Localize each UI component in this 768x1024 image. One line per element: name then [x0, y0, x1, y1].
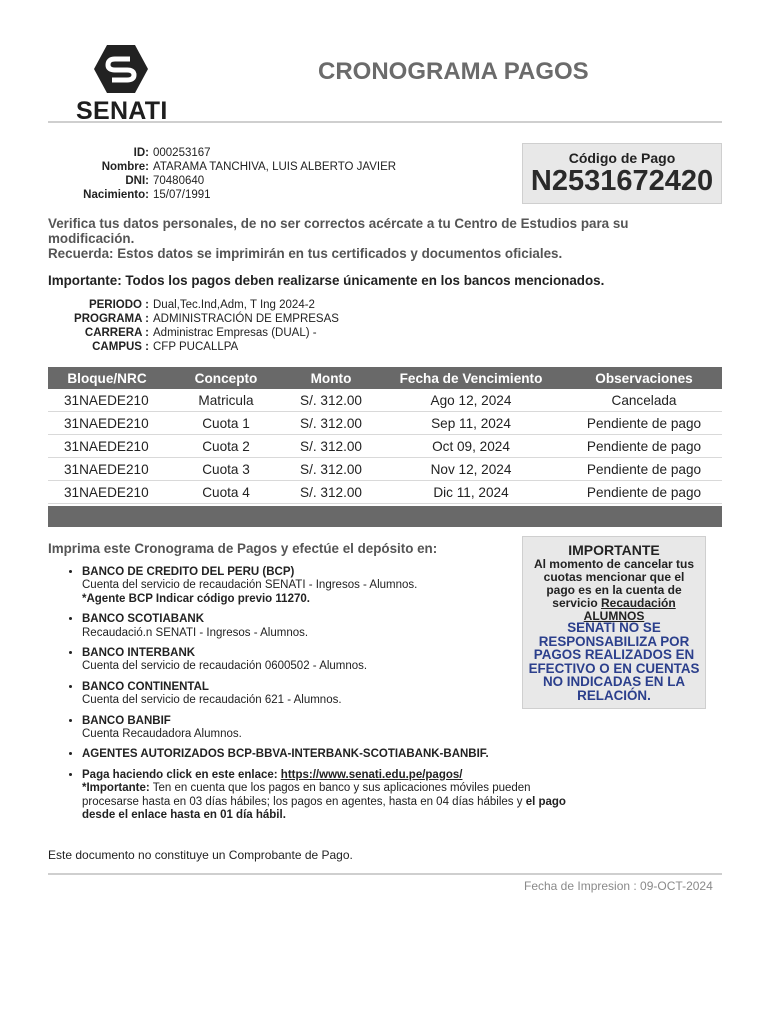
- cell-fecha: Oct 09, 2024: [376, 435, 566, 458]
- important-box-title: IMPORTANTE: [568, 542, 660, 558]
- cell-observaciones: Pendiente de pago: [566, 458, 722, 481]
- cell-monto: S/. 312.00: [286, 435, 376, 458]
- important-bold-text: el pago desde el enlace hasta en 01 día hábil.: [82, 795, 566, 822]
- table-footer-bar: [48, 506, 722, 527]
- cell-monto: S/. 312.00: [286, 481, 376, 504]
- remember-notice: Recuerda: Estos datos se imprimirán en tus certificados y documentos oficiales.: [48, 246, 563, 261]
- bank-detail: Recaudació.n SENATI - Ingresos - Alumnos.: [82, 626, 309, 639]
- programa-value: ADMINISTRACIÓN DE EMPRESAS: [153, 313, 339, 325]
- cell-bloque: 31NAEDE210: [48, 389, 166, 412]
- cell-fecha: Ago 12, 2024: [376, 389, 566, 412]
- bank-name: BANCO INTERBANK: [82, 647, 196, 660]
- col-header-fecha: Fecha de Vencimiento: [376, 367, 566, 389]
- student-id-value: 000253167: [153, 147, 211, 159]
- senati-logo-icon: [93, 44, 149, 94]
- cell-concepto: Cuota 2: [166, 435, 286, 458]
- carrera-label: CARRERA :: [84, 327, 149, 339]
- student-name-value: ATARAMA TANCHIVA, LUIS ALBERTO JAVIER: [153, 161, 397, 173]
- periodo-label: PERIODO :: [88, 299, 149, 311]
- cell-observaciones: Pendiente de pago: [566, 481, 722, 504]
- footer-divider: [48, 873, 722, 875]
- payment-code-box: [522, 143, 722, 204]
- cell-fecha: Dic 11, 2024: [376, 481, 566, 504]
- page-title: CRONOGRAMA PAGOS: [318, 58, 589, 85]
- bank-list: [48, 566, 587, 823]
- bank-detail: Cuenta del servicio de recaudación 0600502 - Alumnos.: [82, 660, 368, 673]
- payment-code-label: Código de Pago: [568, 150, 676, 166]
- carrera-value: Administrac Empresas (DUAL) -: [153, 327, 317, 339]
- logo-wordmark: SENATI: [76, 97, 168, 125]
- list-item: [82, 613, 587, 640]
- cell-concepto: Cuota 1: [166, 412, 286, 435]
- cell-monto: S/. 312.00: [286, 458, 376, 481]
- bank-detail: Cuenta Recaudadora Alumnos.: [82, 728, 242, 741]
- cell-observaciones: Cancelada: [566, 389, 722, 412]
- list-item: [82, 748, 587, 761]
- list-item: [82, 769, 587, 823]
- table-header-row: [48, 367, 722, 389]
- deposit-heading: Imprima este Cronograma de Pagos y efectúe el depósito en:: [48, 541, 438, 556]
- important-text: Ten en cuenta que los pagos en banco y sus aplicaciones móviles pueden procesarse hasta en 03 días hábiles; los pagos en agentes, hasta en 04 días hábiles y: [82, 782, 531, 808]
- periodo-value: Dual,Tec.Ind,Adm, T Ing 2024-2: [153, 299, 315, 311]
- payment-link[interactable]: https://www.senati.edu.pe/pagos/: [280, 768, 463, 781]
- important-banks-notice: Importante: Todos los pagos deben realizarse únicamente en los bancos mencionados.: [48, 273, 605, 288]
- important-box-warning: SENATI NO SE RESPONSABILIZA POR PAGOS REALIZADOS EN EFECTIVO O EN CUENTAS NO INDICADAS EN LA RELACIÓN.: [528, 620, 700, 703]
- cell-bloque: 31NAEDE210: [48, 458, 166, 481]
- table-row: [48, 458, 722, 481]
- disclaimer: Este documento no constituye un Comprobante de Pago.: [48, 848, 353, 862]
- bank-name: BANCO DE CREDITO DEL PERU (BCP): [82, 566, 295, 578]
- bank-name: BANCO CONTINENTAL: [82, 680, 209, 693]
- important-box-text: [531, 558, 697, 623]
- cell-concepto: Matricula: [166, 389, 286, 412]
- print-date: Fecha de Impresion : 09-OCT-2024: [524, 879, 713, 893]
- list-item: [82, 566, 587, 606]
- table-row: [48, 481, 722, 504]
- cell-bloque: 31NAEDE210: [48, 435, 166, 458]
- col-header-observaciones: Observaciones: [566, 367, 722, 389]
- student-birth-label: Nacimiento:: [83, 189, 149, 201]
- payment-schedule-table: [48, 367, 722, 504]
- table-row: [48, 435, 722, 458]
- programa-label: PROGRAMA :: [74, 313, 149, 325]
- bank-detail: Cuenta del servicio de recaudación SENATI - Ingresos - Alumnos.: [82, 579, 418, 592]
- cell-monto: S/. 312.00: [286, 389, 376, 412]
- student-dni-value: 70480640: [153, 175, 205, 187]
- col-header-bloque: Bloque/NRC: [48, 367, 166, 389]
- student-birth-value: 15/07/1991: [153, 189, 211, 201]
- cell-bloque: 31NAEDE210: [48, 481, 166, 504]
- important-label: *Importante:: [82, 782, 150, 795]
- student-dni-label: DNI:: [125, 175, 149, 187]
- student-name-label: Nombre:: [101, 161, 149, 173]
- verify-notice-line1: Verifica tus datos personales, de no ser correctos acércate a tu Centro de Estudios para su: [48, 216, 629, 231]
- cell-bloque: 31NAEDE210: [48, 412, 166, 435]
- campus-value: CFP PUCALLPA: [153, 341, 239, 353]
- cell-observaciones: Pendiente de pago: [566, 435, 722, 458]
- authorized-agents: AGENTES AUTORIZADOS BCP-BBVA-INTERBANK-SCOTIABANK-BANBIF.: [82, 748, 489, 761]
- bank-detail: Cuenta del servicio de recaudación 621 - Alumnos.: [82, 694, 342, 707]
- list-item: [82, 681, 587, 708]
- header-divider: [48, 121, 722, 123]
- table-row: [48, 412, 722, 435]
- payment-code-value: N2531672420: [530, 165, 714, 197]
- col-header-monto: Monto: [286, 367, 376, 389]
- cell-fecha: Nov 12, 2024: [376, 458, 566, 481]
- student-id-label: ID:: [133, 147, 149, 159]
- verify-notice-line2: modificación.: [48, 231, 135, 246]
- list-item: [82, 647, 587, 674]
- col-header-concepto: Concepto: [166, 367, 286, 389]
- cell-concepto: Cuota 4: [166, 481, 286, 504]
- cell-concepto: Cuota 3: [166, 458, 286, 481]
- important-box-account: Recaudación ALUMNOS: [583, 596, 676, 623]
- bank-note: *Agente BCP Indicar código previo 11270.: [82, 592, 310, 605]
- cell-fecha: Sep 11, 2024: [376, 412, 566, 435]
- list-item: [82, 715, 587, 742]
- bank-name: BANCO BANBIF: [82, 714, 171, 727]
- campus-label: CAMPUS :: [92, 341, 149, 353]
- cell-observaciones: Pendiente de pago: [566, 412, 722, 435]
- bank-name: BANCO SCOTIABANK: [82, 613, 205, 626]
- cell-monto: S/. 312.00: [286, 412, 376, 435]
- important-box: [522, 536, 706, 709]
- important-box-body: Al momento de cancelar tus cuotas mencionar que el pago es en la cuenta de servicio: [533, 557, 695, 610]
- payment-link-label: Paga haciendo click en este enlace:: [82, 768, 278, 781]
- table-row: [48, 389, 722, 412]
